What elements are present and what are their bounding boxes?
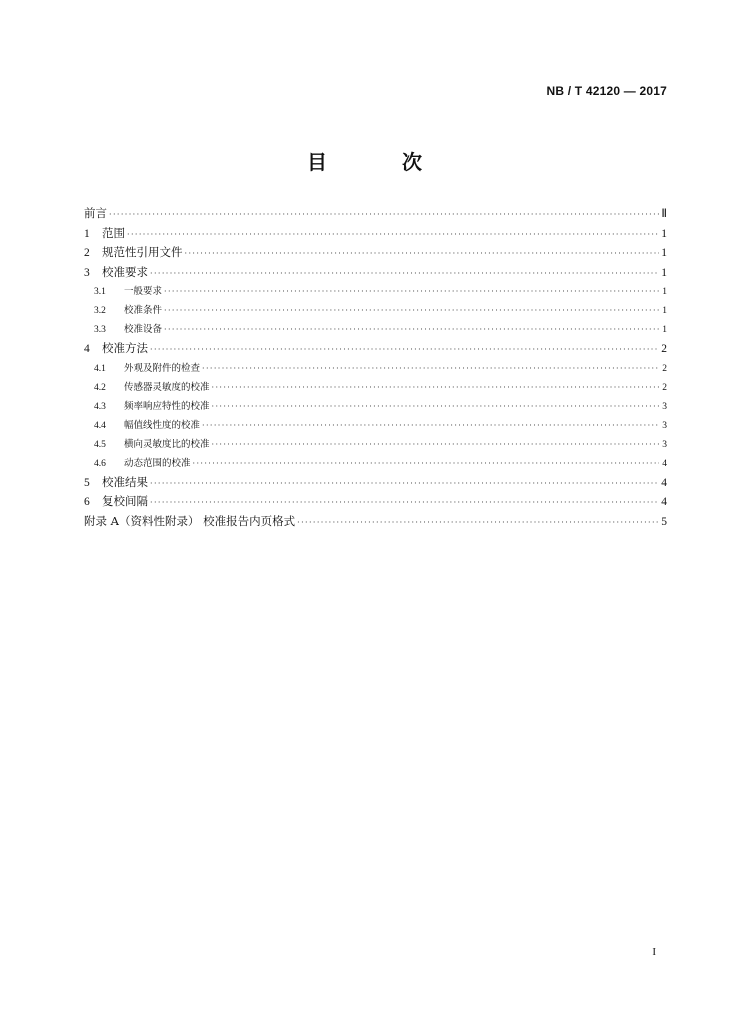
toc-entry-label: 动态范围的校准 [124,457,191,469]
dot-leader [212,440,659,449]
toc-entry-label: 前言 [84,206,107,220]
dot-leader [150,479,659,488]
toc-entry-number: 3.3 [94,325,106,335]
toc-entry[interactable] [84,398,667,417]
toc-entry-number: 5 [84,476,90,489]
toc-entry-number: 4.3 [94,401,106,412]
dot-leader [202,421,659,430]
toc-entry[interactable] [84,205,667,225]
dot-leader [164,287,659,296]
dot-leader [127,230,659,239]
toc-entry-label: 附录 A（资料性附录） 校准报告内页格式 [84,513,296,528]
toc-entry-label: 校准条件 [124,305,163,316]
toc-entry[interactable] [84,360,667,379]
dot-leader [212,402,659,411]
toc-entry-label: 范围 [102,225,125,240]
dot-leader [297,518,659,527]
toc-entry-page: 1 [662,325,667,335]
toc-entry[interactable] [84,302,667,321]
dot-leader [193,459,659,468]
toc-entry-number: 3.1 [94,287,106,297]
toc-entry-label: 幅值线性度的校准 [124,419,201,431]
toc-entry-page: 1 [661,266,667,279]
dot-leader [202,364,659,373]
toc-entry-label: 复校间隔 [102,494,148,508]
toc-entry-page: 1 [661,227,667,240]
dot-leader [164,306,659,315]
toc-entry-label: 横向灵敏度比的校准 [124,438,210,450]
page-number: I [652,946,656,958]
toc-entry-label: 一般要求 [124,286,163,297]
toc-entry-page: 3 [662,420,667,431]
toc-entry-number: 4.4 [94,420,106,431]
page-title: 目 次 [307,150,456,174]
toc-entry-label: 传感器灵敏度的校准 [124,381,210,393]
toc-entry-label: 校准结果 [102,474,148,489]
toc-entry-page: 4 [661,476,667,489]
dot-leader [109,210,659,219]
dot-leader [150,345,659,354]
toc-entry-number: 4.1 [94,363,106,374]
toc-entry-number: 4.6 [94,458,106,469]
toc-entry[interactable] [84,455,667,474]
toc-entry[interactable] [84,340,667,360]
dot-leader [150,269,659,278]
toc-entry[interactable] [84,474,667,494]
toc-entry-page: 1 [662,306,667,316]
toc-entry-number: 3 [84,266,90,279]
toc-entry-page: 1 [662,287,667,297]
dot-leader [164,325,659,334]
toc-entry[interactable] [84,379,667,398]
toc-entry[interactable] [84,264,667,284]
toc-entry-number: 1 [84,227,90,240]
toc-entry-page: 4 [661,496,667,508]
dot-leader [212,383,659,392]
toc-entry-label: 规范性引用文件 [102,245,183,259]
toc-entry[interactable] [84,493,667,513]
toc-entry-label: 校准设备 [124,324,163,335]
toc-entry-page: 4 [662,458,667,469]
toc-entry[interactable] [84,244,667,264]
toc-entry-page: 3 [662,439,667,450]
table-of-contents [84,205,667,532]
standard-code: NB / T 42120 — 2017 [546,84,667,98]
toc-entry-number: 4.5 [94,439,106,450]
toc-entry-label: 外观及附件的检查 [124,362,201,374]
toc-entry-number: 2 [84,247,90,259]
toc-entry-label: 校准要求 [102,264,148,279]
toc-entry-page: 2 [662,363,667,374]
toc-entry-page: 2 [661,343,667,355]
toc-entry[interactable] [84,321,667,340]
toc-entry-page: 1 [661,247,667,259]
toc-entry-page: 3 [662,401,667,412]
toc-entry-number: 6 [84,496,90,508]
toc-entry-number: 4 [84,343,90,355]
toc-entry-number: 3.2 [94,306,106,316]
dot-leader [185,249,660,258]
toc-entry-page: 2 [662,382,667,393]
toc-entry[interactable] [84,225,667,245]
toc-entry[interactable] [84,436,667,455]
toc-entry-number: 4.2 [94,382,106,393]
toc-entry-label: 校准方法 [102,341,148,355]
toc-entry-page: Ⅱ [661,208,667,220]
toc-entry[interactable] [84,417,667,436]
toc-entry-label: 频率响应特性的校准 [124,400,210,412]
toc-entry[interactable] [84,513,667,533]
dot-leader [150,498,659,507]
toc-entry-page: 5 [661,515,667,528]
toc-entry[interactable] [84,283,667,302]
